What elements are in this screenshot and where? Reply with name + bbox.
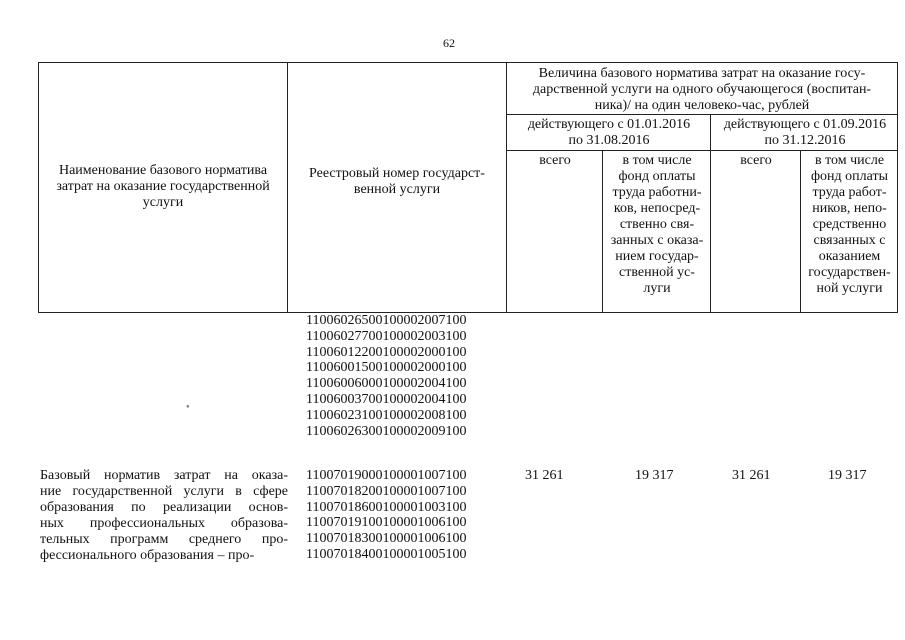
service-name-line: образования по реализации основ- — [40, 500, 288, 515]
registry-code: 11006026300100002009100 — [306, 423, 467, 439]
registry-code: 11006027700100002003100 — [306, 328, 467, 344]
service-name-line: Базовый норматив затрат на оказа- — [40, 468, 288, 483]
scan-speck: ● — [186, 404, 190, 410]
row-service-name — [40, 468, 288, 564]
service-name-line: тельных программ среднего про- — [40, 532, 288, 547]
registry-code: 11007018600100001003100 — [306, 499, 467, 515]
service-name-line: ных профессиональных образова- — [40, 516, 288, 531]
header-period-2: действующего с 01.09.2016 по 31.12.2016 — [723, 117, 887, 148]
registry-code: 11007018200100001007100 — [306, 483, 467, 499]
header-name-column: Наименование базового норматива затрат на оказание государственной услуги — [56, 163, 270, 210]
registry-code: 11007018300100001006100 — [306, 531, 467, 547]
registry-code: 11006012200100002000100 — [306, 344, 467, 360]
header-registry-column: Реестровый номер государст- венной услуги — [309, 166, 485, 197]
header-p1-total: всего — [539, 153, 571, 168]
page-number: 62 — [443, 36, 455, 50]
service-name-line: ние государственной услуги в сфере — [40, 484, 288, 499]
registry-code: 11006006000100002004100 — [306, 376, 467, 392]
registry-code: 11007019000100001007100 — [306, 468, 467, 483]
header-period-1: действующего с 01.01.2016 по 31.08.2016 — [527, 117, 691, 148]
row-p2-including: 19 317 — [828, 468, 867, 483]
row-p1-total: 31 261 — [525, 468, 564, 483]
value-group-divider — [506, 114, 898, 115]
registry-code: 11006003700100002004100 — [306, 391, 467, 407]
header-value-group: Величина базового норматива затрат на оказание госу- дарственной услуги на одного обучающегося (воспитан- ника)/ на один человеко-час, рублей — [532, 66, 872, 113]
table-right-border — [897, 62, 898, 313]
registry-code: 11006026500100002007100 — [306, 313, 467, 328]
registry-code: 11006023100100002008100 — [306, 407, 467, 423]
row-registry-codes — [306, 468, 466, 563]
row-p2-total: 31 261 — [732, 468, 771, 483]
continuation-registry-codes — [306, 313, 466, 439]
header-p1-including: в том числе фонд оплаты труда работни- ков, непосред- ственно свя- занных с оказа- нием государ- ственной ус- луги — [610, 153, 704, 296]
service-name-line: фессионального образования – про- — [40, 548, 255, 563]
header-p2-including: в том числе фонд оплаты труда работ- ников, непо- средственно связанных с оказанием государствен- ной услуги — [808, 153, 891, 296]
table-header-bottom — [38, 312, 898, 313]
row-p1-including: 19 317 — [635, 468, 674, 483]
registry-code: 11007018400100001005100 — [306, 546, 467, 562]
registry-code: 11006001500100002000100 — [306, 360, 467, 376]
period-divider — [506, 150, 898, 151]
table-top-border — [38, 62, 898, 63]
header-p2-total: всего — [740, 153, 772, 168]
registry-code: 11007019100100001006100 — [306, 515, 467, 531]
